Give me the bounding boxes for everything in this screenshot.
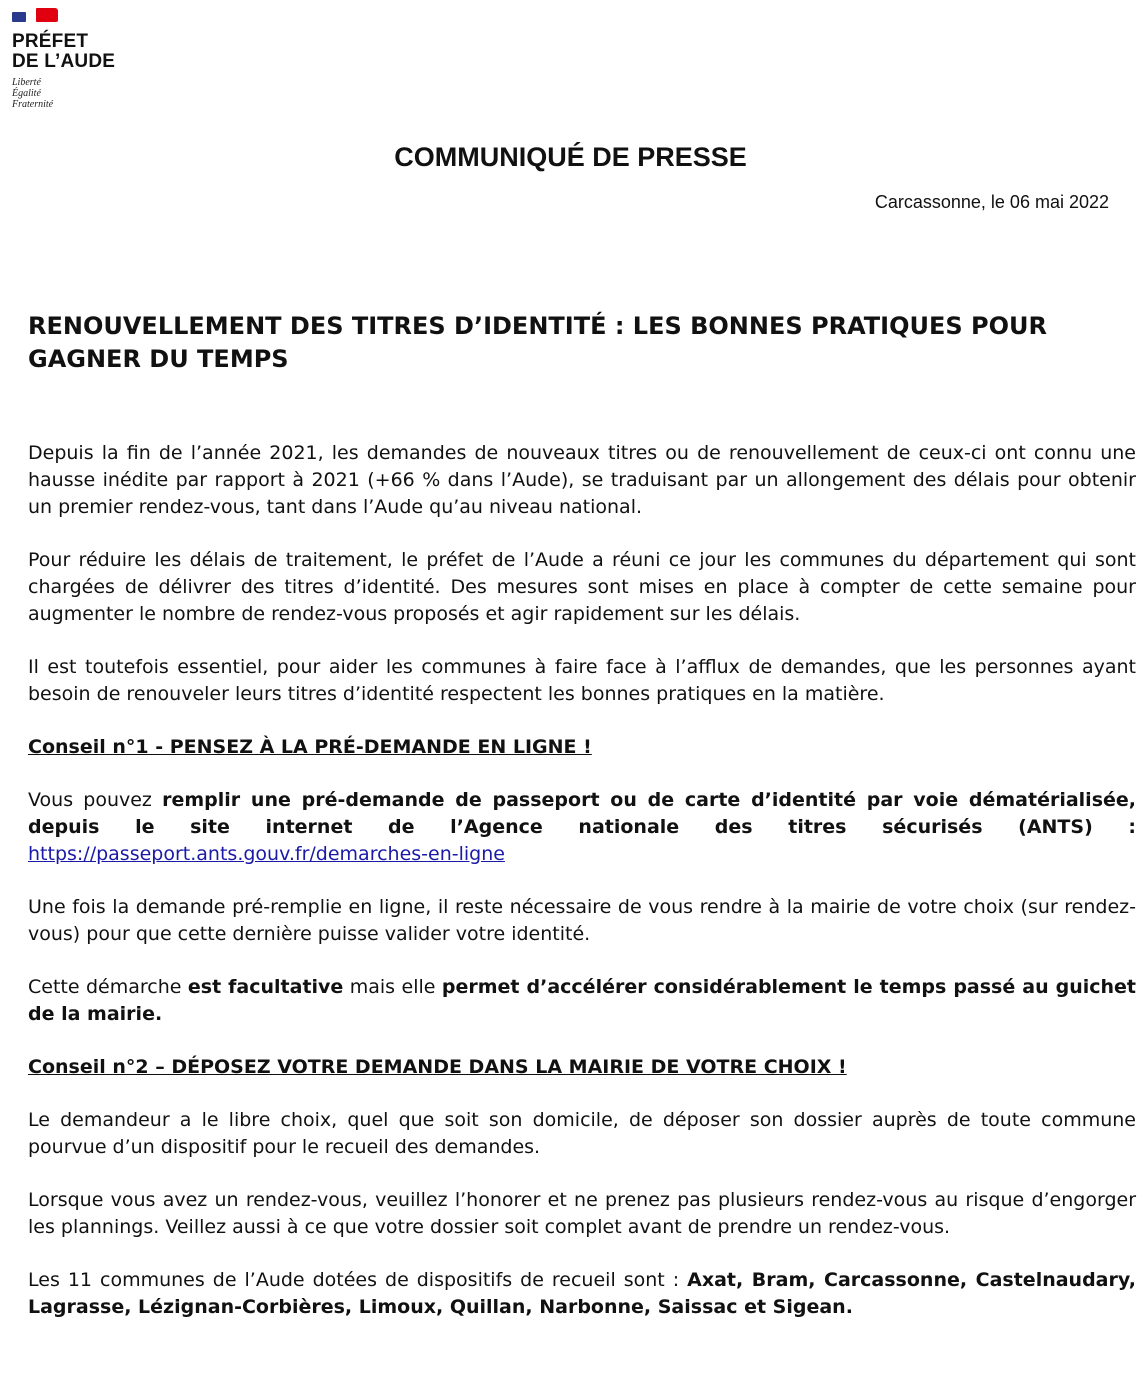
document-title-line2: GAGNER DU TEMPS (28, 345, 289, 373)
pre-request-bold: remplir une pré-demande de passeport ou de carte d’identité par voie dématérialisée, depuis le site internet de l’Agence nationale des titres sécurisés (ANTS) : (28, 789, 1136, 838)
marianne-flag-icon (12, 4, 132, 22)
advice-1-heading: Conseil n°1 - PENSEZ À LA PRÉ-DEMANDE EN LIGNE ! (28, 736, 592, 758)
pre-request-intro: Vous pouvez (28, 789, 163, 811)
paragraph-communes (28, 1267, 1136, 1321)
paragraph-pre-request (28, 787, 1136, 868)
dateline: Carcassonne, le 06 mai 2022 (874, 192, 1109, 212)
paragraph-measures: Pour réduire les délais de traitement, le préfet de l’Aude a réuni ce jour les communes du département qui sont chargées de délivrer des titres d’identité. Des mesures sont mises en place à compter de cette semaine pour augmenter le nombre de rendez-vous proposés et agir rapidement sur les délais. (28, 549, 1136, 625)
optional-bold-d: permet d’accélérer considérablement le temps passé au guichet de la mairie. (28, 976, 1136, 1025)
advice-2-heading: Conseil n°2 – DÉPOSEZ VOTRE DEMANDE DANS LA MAIRIE DE VOTRE CHOIX ! (28, 1056, 847, 1078)
document-title (28, 310, 1108, 376)
paragraph-validation: Une fois la demande pré-remplie en ligne, il reste nécessaire de vous rendre à la mairie de votre choix (sur rendez-vous) pour que cette dernière puisse valider votre identité. (28, 896, 1136, 945)
motto-liberte: Liberté (12, 77, 41, 88)
motto-egalite: Égalité (12, 88, 41, 99)
paragraph-appointments: Lorsque vous avez un rendez-vous, veuillez l’honorer et ne prenez pas plusieurs rendez-vous au risque d’engorger les plannings. Veillez aussi à ce que votre dossier soit complet avant de prendre un rendez-vous. (28, 1189, 1136, 1238)
logo-title-line2: DE L’AUDE (12, 51, 116, 72)
press-release-heading: COMMUNIQUÉ DE PRESSE (394, 142, 747, 172)
optional-text-a: Cette démarche (28, 976, 188, 998)
ants-link[interactable]: https://passeport.ants.gouv.fr/demarches-en-ligne (28, 843, 505, 865)
paragraph-good-practices: Il est toutefois essentiel, pour aider les communes à faire face à l’afflux de demandes, que les personnes ayant besoin de renouveler leurs titres d’identité respectent les bonnes pratiques en la matière. (28, 656, 1136, 705)
paragraph-free-choice: Le demandeur a le libre choix, quel que soit son domicile, de déposer son dossier auprès de toute commune pourvue d’un dispositif pour le recueil des demandes. (28, 1109, 1136, 1158)
optional-text-c: mais elle (343, 976, 442, 998)
document-title-line1: RENOUVELLEMENT DES TITRES D’IDENTITÉ : LES BONNES PRATIQUES POUR (28, 312, 1047, 340)
logo-title-line1: PRÉFET (12, 31, 89, 52)
paragraph-context: Depuis la fin de l’année 2021, les demandes de nouveaux titres ou de renouvellement de ceux-ci ont connu une hausse inédite par rapport à 2021 (+66 % dans l’Aude), se traduisant par un allongement des délais pour obtenir un premier rendez-vous, tant dans l’Aude qu’au niveau national. (28, 442, 1136, 518)
logo-motto (12, 77, 132, 110)
communes-intro: Les 11 communes de l’Aude dotées de dispositifs de recueil sont : (28, 1269, 688, 1291)
optional-bold-a: est facultative (187, 976, 344, 998)
communes-list: Axat, Bram, Carcassonne, Castelnaudary, Lagrasse, Lézignan-Corbières, Limoux, Quillan, Narbonne, Saissac et Sigean. (28, 1269, 1136, 1318)
document-body (28, 440, 1136, 1321)
logo-title (12, 32, 132, 72)
motto-fraternite: Fraternité (12, 99, 54, 110)
paragraph-optional (28, 974, 1136, 1028)
prefecture-logo (12, 4, 132, 110)
